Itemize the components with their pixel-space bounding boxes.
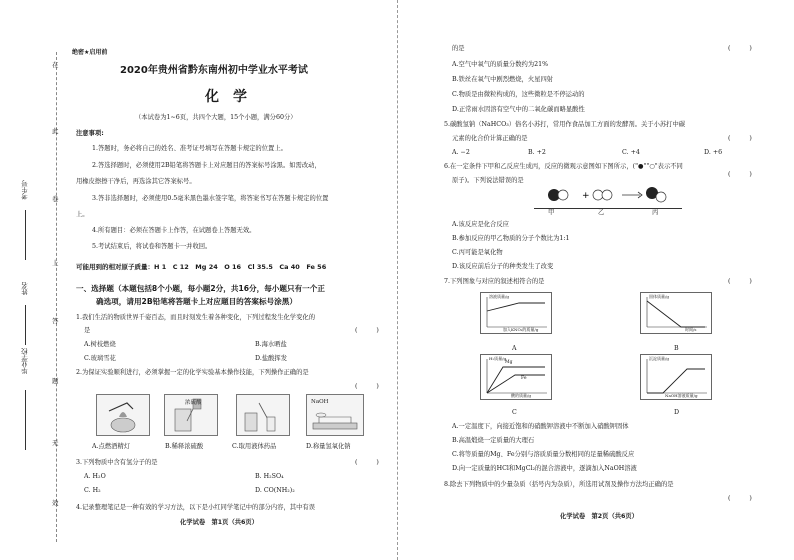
series-label-mg: Mg <box>505 360 513 365</box>
answer-paren: ( ) <box>728 45 752 52</box>
diagram-underline <box>534 208 682 209</box>
option: B.高温煅烧一定质量的大理石 <box>452 437 535 444</box>
field-school: 毕业学校 <box>21 348 29 374</box>
exam-intro: （本试卷为1~6页，共四个大题，15个小题，满分60分） <box>135 114 297 121</box>
option: D.向一定质量的HCl和MgCl₂的混合溶液中，逐滴加入NaOH溶液 <box>452 465 637 472</box>
axis-label: 加入KNO₃的质量/g <box>503 327 539 332</box>
option: C.玻璃雪花 <box>84 355 116 362</box>
reactant-jia: 甲 <box>548 209 555 216</box>
option: C.取用液体药品 <box>232 443 277 450</box>
question-8: 8.除去下列物质中的少量杂质（括号内为杂质），所选用试剂及操作方法均正确的是 <box>444 481 674 488</box>
seal-char: 卷 <box>52 195 59 203</box>
graph-a <box>480 292 552 334</box>
notice-line: 2.答选择题时，必须使用2B铅笔将答题卡上对应题目的答案标号涂黑。如需改动， <box>92 162 321 169</box>
section-1-heading: 一、选择题（本题包括8个小题，每小题2分，共16分，每小题只有一个正 <box>76 284 325 293</box>
notice-line: 用橡皮擦擦干净后，再选涂其它答案标号。 <box>76 178 196 185</box>
answer-paren: ( ) <box>728 495 752 502</box>
graph-c <box>480 354 552 400</box>
axis-label: 时间/s <box>685 327 697 332</box>
field-line <box>25 210 26 260</box>
answer-paren: ( ) <box>355 327 379 334</box>
alcohol-lamp-image <box>96 394 150 436</box>
question-6: 6.在一定条件下甲和乙反应生成丙，反应的微观示意图如下图所示，("●""○"表示不同 <box>444 163 683 170</box>
graph-label-d: D <box>674 409 680 416</box>
page-footer: 化学试卷 第2页（共6页） <box>560 513 639 520</box>
question-6-cont: 原子)。下列说法错误的是 <box>452 177 524 184</box>
option: D.称量氢氧化钠 <box>306 443 351 450</box>
exam-title: 2020年贵州省黔东南州初中学业水平考试 <box>120 65 308 76</box>
series-label-fe: Fe <box>521 376 527 381</box>
binding-line <box>56 52 57 542</box>
product-bing: 丙 <box>652 209 659 216</box>
question-7: 7.下列图象与对应的叙述相符合的是 <box>444 278 545 285</box>
naoh-label: NaOH <box>311 399 329 405</box>
graph-label-a: A <box>512 345 517 352</box>
reaction-diagram <box>532 184 684 216</box>
reactant-yi: 乙 <box>598 209 605 216</box>
seal-char: 此 <box>52 127 59 135</box>
option: B. H₂SO₄ <box>255 473 284 480</box>
graph-label-b: B <box>674 345 679 352</box>
seal-char: 题 <box>52 377 59 385</box>
answer-paren: ( ) <box>728 278 752 285</box>
answer-paren: ( ) <box>355 383 379 390</box>
seal-char: 上 <box>52 259 59 267</box>
svg-text:+: + <box>582 191 590 201</box>
take-liquid-image <box>236 394 290 436</box>
question-5: 5.碳酸氢钠（NaHCO₃）俗名小苏打，常用作食品加工方面的发酵剂。关于小苏打中碳 <box>444 121 686 128</box>
axis-label: 酸的质量/g <box>511 393 531 398</box>
option: D.盐酸挥发 <box>255 355 288 362</box>
axis-label: NaOH溶液质量/g <box>665 393 698 398</box>
axis-label: 固体质量/g <box>649 294 669 299</box>
option: B. +2 <box>528 149 546 156</box>
dilute-acid-image <box>164 394 218 436</box>
answer-paren: ( ) <box>728 171 752 178</box>
field-line <box>25 390 26 450</box>
question-5-cont: 元素的化合价计算正确的是 <box>452 135 528 142</box>
option: C. H₂ <box>84 487 101 494</box>
option: B.稀释浓硫酸 <box>165 443 204 450</box>
option: A.空气中氧气的质量分数约为21% <box>452 61 549 68</box>
notice-title: 注意事项: <box>76 130 104 137</box>
option: B.海水晒盐 <box>255 341 287 348</box>
graph-label-c: C <box>512 409 517 416</box>
option: D.该反应前后分子的种类发生了改变 <box>452 263 554 270</box>
notice-line: 1.答题时，务必将自己的姓名、准考证号填写在答题卡规定的位置上。 <box>92 145 287 152</box>
page-footer: 化学试卷 第1页（共6页） <box>180 519 259 526</box>
axis-label: 沉淀质量/g <box>649 356 669 361</box>
axis-label: 溶液质量/g <box>489 294 509 299</box>
option: C. +4 <box>622 149 640 156</box>
subject-title: 化 学 <box>205 89 247 105</box>
acid-label: 浓硫酸 <box>185 400 202 406</box>
question-4: 4.记录整理笔记是一种有效的学习方法，以下是小红同学笔记中的部分内容，其中有误 <box>76 504 315 511</box>
option: C.将等质量的Mg、Fe分别与溶质质量分数相同的足量稀硫酸反应 <box>452 451 635 458</box>
field-line <box>25 305 26 345</box>
field-exam-number: 考生号 <box>21 180 29 200</box>
question-1: 1.我们生活的物质世界千姿百态，而且时刻发生着各种变化，下列过程发生化学变化的 <box>76 314 315 321</box>
option: A.树枝燃烧 <box>84 341 116 348</box>
option: D.正常雨水因溶有空气中的二氧化碳而略显酸性 <box>452 106 585 113</box>
graph-b <box>640 292 712 334</box>
atomic-mass: 可能用到的相对原子质量：H 1 C 12 Mg 24 O 16 Cl 35.5 Ca 40 Fe 56 <box>76 263 327 271</box>
axis-label: H₂质量/g <box>489 356 506 361</box>
option: A.该反应是化合反应 <box>452 221 509 228</box>
secret-label: 绝密★启用前 <box>72 49 108 56</box>
option: A. H₂O <box>84 473 106 480</box>
option: C.物质是由微粒构成的，这些微粒是不停运动的 <box>452 91 585 98</box>
question-1-cont: 是 <box>84 327 91 334</box>
option: D. +6 <box>704 149 723 156</box>
answer-paren: ( ) <box>355 459 379 466</box>
option: C.丙可能是氧化物 <box>452 249 503 256</box>
seal-char: 效 <box>52 499 59 507</box>
option: D. CO(NH₂)₂ <box>255 487 295 494</box>
option: B.参加反应的甲乙物质的分子个数比为1:1 <box>452 235 570 242</box>
question-2: 2.为保证实验顺利进行，必须掌握一定的化学实验基本操作技能，下列操作正确的是 <box>76 369 309 376</box>
option: A.点燃酒精灯 <box>92 443 131 450</box>
weigh-naoh-image <box>306 394 364 436</box>
seal-char: 答 <box>52 317 59 325</box>
notice-line: 上。 <box>76 211 89 218</box>
option: A.一定温度下，向接近饱和的硝酸钾溶液中不断加入硝酸钾固体 <box>452 423 629 430</box>
section-1-heading-cont: 确选项，请用2B铅笔将答题卡上对应题目的答案标号涂黑） <box>96 297 297 306</box>
notice-line: 4.所有题目：必须在答题卡上作答，在试题卷上答题无效。 <box>92 227 256 234</box>
question-4-cont: 的是 <box>452 45 465 52</box>
seal-char: 在 <box>52 61 59 69</box>
option: A. −2 <box>452 149 470 156</box>
page-divider <box>397 0 398 560</box>
answer-paren: ( ) <box>728 135 752 142</box>
graph-d <box>640 354 712 400</box>
option: B.铁丝在氧气中剧烈燃烧，火星四射 <box>452 76 554 83</box>
seal-char: 无 <box>52 439 59 447</box>
question-3: 3.下列物质中含有氢分子的是 <box>76 459 158 466</box>
notice-line: 3.答非选择题时，必须使用0.5毫米黑色墨水签字笔，将答案书写在答题卡规定的位置 <box>92 195 329 202</box>
notice-line: 5.考试结束后，将试卷和答题卡一并收回。 <box>92 243 212 250</box>
field-name: 姓名 <box>21 282 29 295</box>
